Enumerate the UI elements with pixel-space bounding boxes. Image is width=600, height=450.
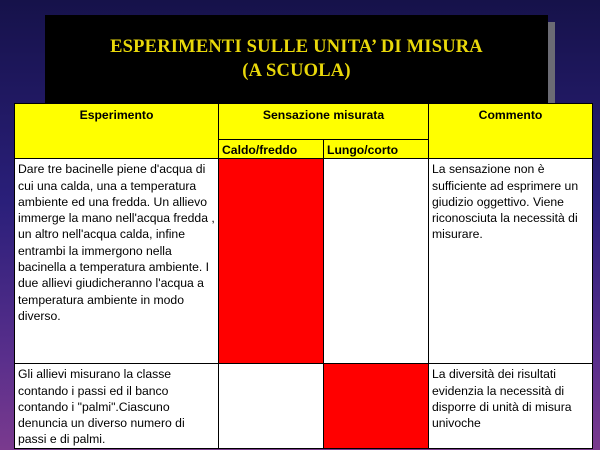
subheader-hot-cold: Caldo/freddo: [219, 140, 324, 159]
experiment-cell: Gli allievi misurano la classe contando i passi ed il banco contando i "palmi".Ciascuno denuncia un diverso numero di passi e di palmi.: [15, 364, 219, 448]
title-box: [45, 15, 548, 103]
header-experiment: Esperimento: [15, 104, 219, 159]
experiments-table: [14, 103, 593, 449]
subheader-long-short: Lungo/corto: [324, 140, 429, 159]
hot-cold-cell: [219, 159, 324, 364]
header-row: [15, 104, 593, 140]
long-short-cell: [324, 364, 429, 448]
header-comment: Commento: [429, 104, 593, 159]
header-sensation: Sensazione misurata: [219, 104, 429, 140]
hot-cold-cell: [219, 364, 324, 448]
comment-cell: La sensazione non è sufficiente ad esprimere un giudizio oggettivo. Viene riconosciuta la necessità di misurare.: [429, 159, 593, 364]
experiment-cell: Dare tre bacinelle piene d'acqua di cui una calda, una a temperatura ambiente ed una fredda. Un allievo immerge la mano nell'acqua fredda , un altro nell'acqua calda, infine entrambi la immergono nella bacinella a temperatura ambiente. I due allievi giudicheranno l'acqua a temperatura ambiente in modo diverso.: [15, 159, 219, 364]
slide-title-line-1: ESPERIMENTI SULLE UNITA’ DI MISURA: [110, 37, 483, 57]
long-short-cell: [324, 159, 429, 364]
table-row: [15, 364, 593, 448]
slide-title-line-2: (A SCUOLA): [242, 61, 351, 81]
table-row: [15, 159, 593, 364]
comment-cell: La diversità dei risultati evidenzia la necessità di disporre di unità di misura univoche: [429, 364, 593, 448]
